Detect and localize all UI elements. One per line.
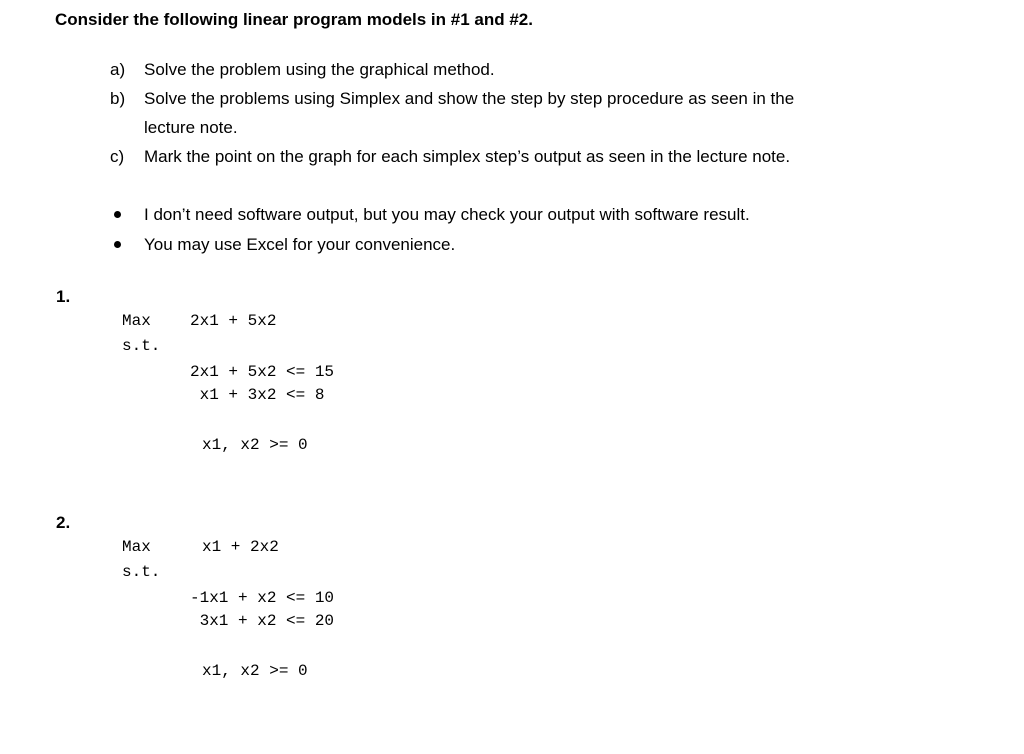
task-c-marker: c) (110, 147, 125, 166)
task-a-text: Solve the problem using the graphical method. (144, 60, 495, 79)
problem-2-number: 2. (56, 513, 71, 532)
problem-2-max-label: Max (122, 538, 151, 556)
task-b-text: Solve the problems using Simplex and show the step by step procedure as seen in the (144, 89, 795, 108)
problem-2-st-label: s.t. (122, 563, 161, 581)
problem-2-constraint-1: -1x1 + x2 <= 10 (190, 589, 335, 607)
problem-2-objective: x1 + 2x2 (202, 538, 279, 556)
note-2: You may use Excel for your convenience. (144, 235, 456, 254)
problem-1-st-label: s.t. (122, 337, 161, 355)
page-heading: Consider the following linear program models in #1 and #2. (55, 10, 533, 29)
task-a-marker: a) (110, 60, 126, 79)
note-1: I don’t need software output, but you may check your output with software result. (144, 205, 750, 224)
bullet-icon (114, 241, 121, 248)
problem-1-max-label: Max (122, 312, 151, 330)
problem-1-constraint-2: x1 + 3x2 <= 8 (190, 386, 325, 404)
problem-1-constraint-1: 2x1 + 5x2 <= 15 (190, 363, 335, 381)
problem-2-constraint-2: 3x1 + x2 <= 20 (190, 612, 335, 630)
problem-1-number: 1. (56, 287, 71, 306)
bullet-icon (114, 211, 121, 218)
task-b-marker: b) (110, 89, 126, 108)
task-c-text: Mark the point on the graph for each simplex step’s output as seen in the lecture note. (144, 147, 791, 166)
task-b-continuation: lecture note. (144, 118, 238, 137)
problem-2-nonnegativity: x1, x2 >= 0 (202, 662, 308, 680)
problem-1-nonnegativity: x1, x2 >= 0 (202, 436, 308, 454)
problem-1-objective: 2x1 + 5x2 (190, 312, 277, 330)
